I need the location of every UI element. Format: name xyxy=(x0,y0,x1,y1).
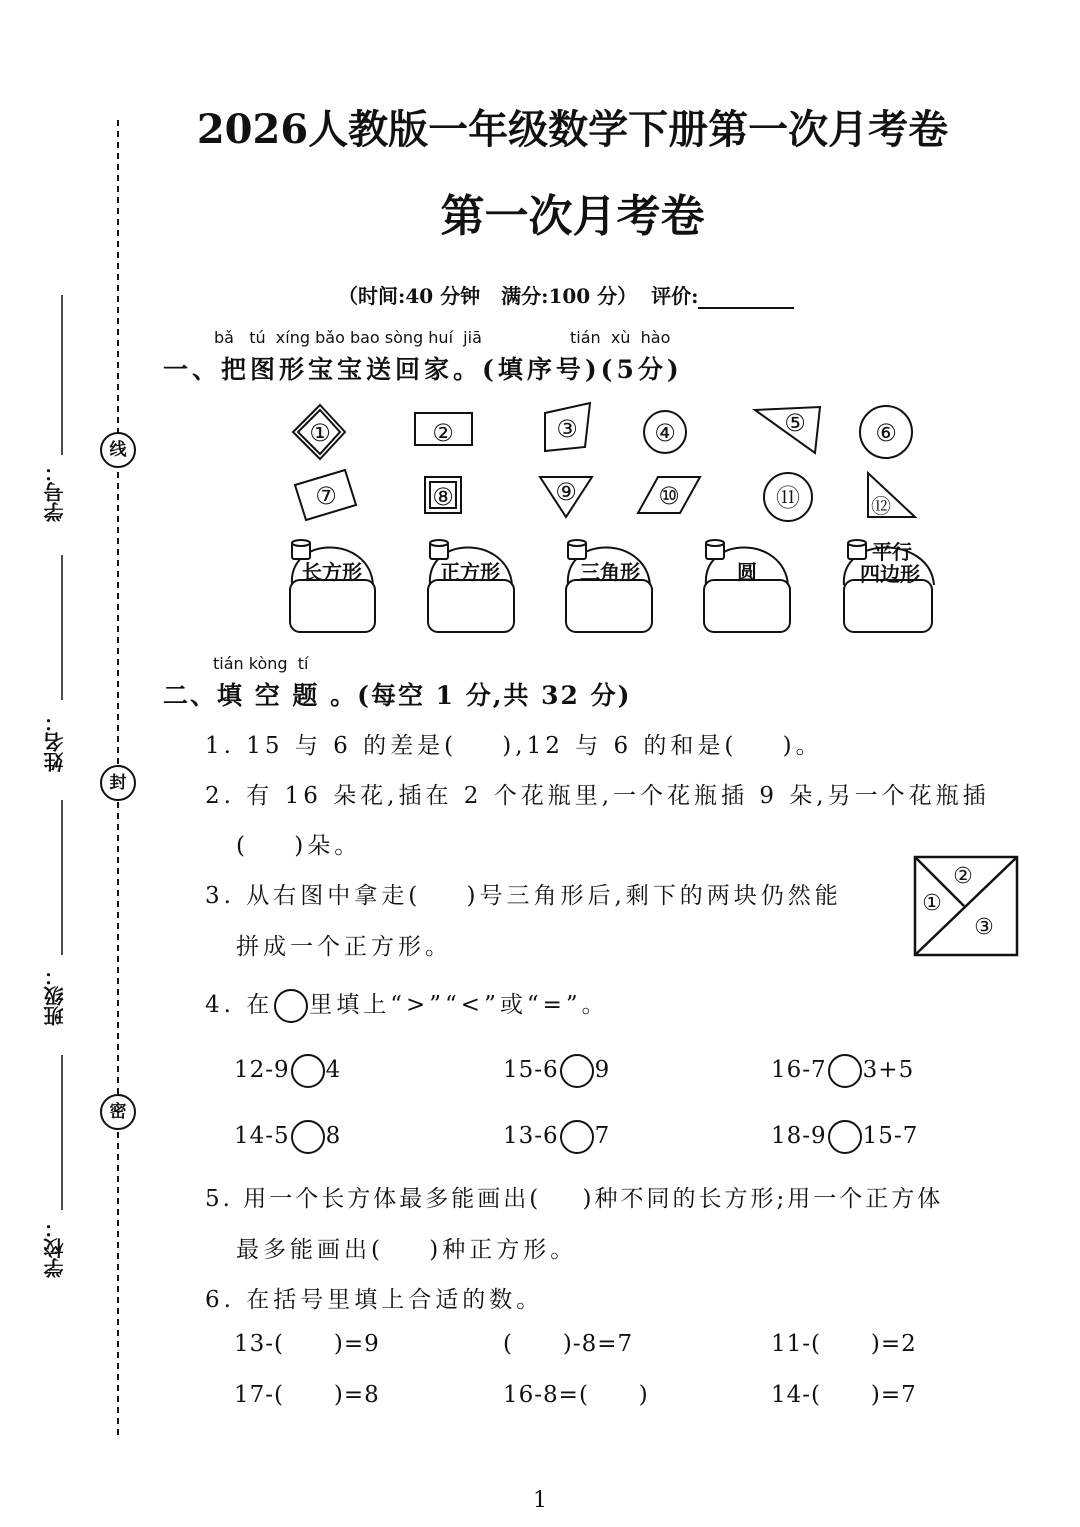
section2-heading: 二、填 空 题 。(每空 1 分,共 32 分) xyxy=(163,681,632,710)
compare-blank[interactable] xyxy=(560,1054,594,1088)
compare-1-2: 15-6 9 xyxy=(503,1054,610,1088)
house-label-rectangle: 长方形 xyxy=(302,560,362,584)
class-label: 班级： xyxy=(43,966,67,1026)
house-label-triangle: 三角形 xyxy=(580,560,640,584)
fill-1-1: 13-( )=9 xyxy=(234,1331,380,1357)
shape-label-7: ⑦ xyxy=(315,482,337,510)
exam-meta xyxy=(338,280,794,309)
shape-label-8: ⑧ xyxy=(432,483,454,511)
student-id-label: 学号： xyxy=(43,462,67,522)
seal-line: 线 xyxy=(100,432,136,468)
house-label-parallel: 平行 xyxy=(872,540,912,564)
fill-2-1: 17-( )=8 xyxy=(234,1382,380,1408)
shape-label-3: ③ xyxy=(556,415,578,443)
compare-blank[interactable] xyxy=(291,1120,325,1154)
name-label: 姓名： xyxy=(43,712,67,772)
shape-label-9: ⑨ xyxy=(555,478,577,506)
question-5-line2: 最多能画出( )种正方形。 xyxy=(236,1237,578,1263)
page-subtitle: 第一次月考卷 xyxy=(440,191,705,242)
page-number: 1 xyxy=(533,1488,547,1513)
seal-secret: 密 xyxy=(100,1094,136,1130)
fig-label-1: ① xyxy=(922,891,942,916)
seal-seal: 封 xyxy=(100,765,136,801)
compare-2-3: 18-9 15-7 xyxy=(771,1120,918,1154)
page-title: 2026人教版一年级数学下册第一次月考卷 xyxy=(196,106,949,153)
shape-label-1: ① xyxy=(309,419,331,447)
fig-label-2: ② xyxy=(953,864,973,889)
fill-1-2: ( )-8=7 xyxy=(503,1331,634,1357)
question-2-line1: 2. 有 16 朵花,插在 2 个花瓶里,一个花瓶插 9 朵,另一个花瓶插 xyxy=(205,783,990,809)
question-4 xyxy=(205,986,609,1023)
shape-label-10: ⑩ xyxy=(658,482,680,510)
compare-blank[interactable] xyxy=(828,1054,862,1088)
shape-label-2: ② xyxy=(432,419,454,447)
chimneys xyxy=(292,540,866,559)
shapes-figure xyxy=(270,395,950,645)
section1-pinyin: bǎ tú xíng bǎo bao sòng huí jiā xyxy=(214,328,482,347)
shape-label-5: ⑤ xyxy=(784,409,806,437)
section1-pinyin-2: tián xù hào xyxy=(570,328,671,347)
house-label-quadrilateral: 四边形 xyxy=(860,562,920,586)
question-3-figure xyxy=(912,854,1022,960)
fill-1-3: 11-( )=2 xyxy=(771,1331,917,1357)
compare-1-3: 16-7 3+5 xyxy=(771,1054,914,1088)
school-label: 学校： xyxy=(43,1218,67,1278)
compare-blank[interactable] xyxy=(291,1054,325,1088)
compare-blank[interactable] xyxy=(828,1120,862,1154)
section2-pinyin: tián kòng tí xyxy=(213,654,309,673)
shape-label-11: ⑪ xyxy=(776,484,800,512)
compare-2-2: 13-6 7 xyxy=(503,1120,610,1154)
question-2-line2: ( )朵。 xyxy=(236,833,362,859)
question-4-suffix: 里填上“>”“<”或“=”。 xyxy=(309,992,609,1018)
compare-1-1: 12-9 4 xyxy=(234,1054,341,1088)
shape-label-6: ⑥ xyxy=(875,419,897,447)
shape-label-12: ⑫ xyxy=(871,494,891,518)
question-5-line1: 5. 用一个长方体最多能画出( )种不同的长方形;用一个正方体 xyxy=(205,1186,944,1212)
house-label-circle: 圆 xyxy=(737,560,757,584)
question-3-line1: 3. 从右图中拿走( )号三角形后,剩下的两块仍然能 xyxy=(205,883,842,909)
evaluation-blank[interactable] xyxy=(698,289,794,309)
fill-2-3: 14-( )=7 xyxy=(771,1382,917,1408)
house-label-square: 正方形 xyxy=(440,560,500,584)
section1-heading: 一、把图形宝宝送回家。(填序号)(5分) xyxy=(163,355,683,384)
question-4-prefix: 4. 在 xyxy=(205,992,274,1018)
question-3-line2: 拼成一个正方形。 xyxy=(236,934,452,960)
compare-circle-icon xyxy=(274,989,308,1023)
question-1: 1. 15 与 6 的差是( ),12 与 6 的和是( )。 xyxy=(205,733,823,759)
question-6: 6. 在括号里填上合适的数。 xyxy=(205,1287,544,1313)
fill-2-2: 16-8=( ) xyxy=(503,1382,649,1408)
fig-label-3: ③ xyxy=(974,915,994,940)
shape-label-4: ④ xyxy=(654,419,676,447)
exam-meta-text: （时间:40 分钟 满分:100 分） 评价: xyxy=(338,284,699,308)
compare-blank[interactable] xyxy=(560,1120,594,1154)
compare-2-1: 14-5 8 xyxy=(234,1120,341,1154)
